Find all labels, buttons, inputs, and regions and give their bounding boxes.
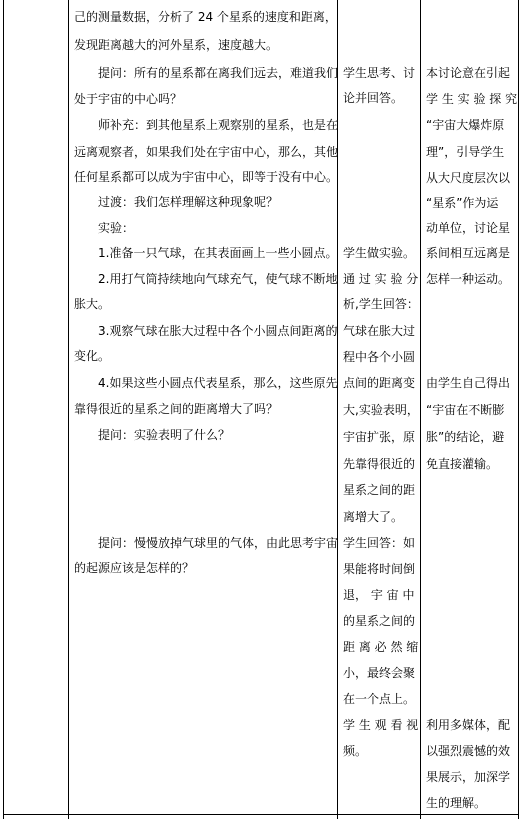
main-line: 变化。 xyxy=(74,349,111,363)
design-line: 理”，引导学生 xyxy=(426,145,505,159)
student-line: 先靠得很近的 xyxy=(343,457,416,471)
student-line: 学生做实验。 xyxy=(343,246,416,260)
design-line: 由学生自己得出 xyxy=(426,376,511,390)
design-line: 利用多媒体，配 xyxy=(426,718,511,732)
student-line: 小，最终会聚 xyxy=(343,666,416,680)
table-border-right xyxy=(518,0,519,819)
main-line: 4.如果这些小圆点代表星系，那么，这些原先 xyxy=(98,376,338,390)
table-divider-1 xyxy=(68,0,69,819)
student-line: 学生思考、讨 xyxy=(343,66,416,80)
student-line: 果能将时间倒 xyxy=(343,562,416,576)
main-line: 靠得很近的星系之间的距离增大了吗？ xyxy=(74,402,279,416)
table-border-bottom xyxy=(3,814,519,815)
main-line: 师补充：到其他星系上观察别的星系，也是在 xyxy=(98,118,339,132)
student-line: 在一个点上。 xyxy=(343,692,416,706)
student-line: 程中各个小圆 xyxy=(343,350,416,364)
design-line: “星系”作为运 xyxy=(426,196,499,210)
main-line: 提问：所有的星系都在离我们远去，难道我们 xyxy=(98,66,339,80)
student-line: 距 离 必 然 缩 xyxy=(343,640,419,654)
student-line: 退， 宇 宙 中 xyxy=(343,588,415,602)
main-line: 远离观察者，如果我们处在宇宙中心，那么，其他 xyxy=(74,145,339,159)
main-line: 3.观察气球在胀大过程中各个小圆点间距离的 xyxy=(98,324,338,338)
student-line: 气球在胀大过 xyxy=(343,324,416,338)
student-line: 学 生 观 看 视 xyxy=(343,718,419,732)
design-line: 果展示，加深学 xyxy=(426,770,511,784)
student-line: 的星系之间的 xyxy=(343,614,416,628)
student-line: 星系之间的距 xyxy=(343,483,416,497)
design-line: 生的理解。 xyxy=(426,796,487,810)
design-line: “宇宙在不断膨 xyxy=(426,403,505,417)
student-line: 离增大了。 xyxy=(343,510,404,524)
main-line: 任何星系都可以成为宇宙中心，即等于没有中心。 xyxy=(74,170,339,184)
main-line: 己的测量数据，分析了 24 个星系的速度和距离， xyxy=(74,10,337,24)
main-line: 2.用打气筒持续地向气球充气，使气球不断地 xyxy=(98,272,338,286)
main-line: 的起源应该是怎样的？ xyxy=(74,561,195,575)
design-line: 怎样一种运动。 xyxy=(426,272,511,286)
student-line: 频。 xyxy=(343,744,368,758)
main-line: 胀大。 xyxy=(74,297,111,311)
design-line: 从大尺度层次以 xyxy=(426,171,511,185)
design-line: 以强烈震憾的效 xyxy=(426,744,511,758)
student-line: 学生回答：如 xyxy=(343,536,416,550)
design-line: 免直接灌输。 xyxy=(426,457,499,471)
main-line: 提问：实验表明了什么？ xyxy=(98,428,231,442)
table-border-left xyxy=(3,0,4,819)
student-line: 论并回答。 xyxy=(343,91,404,105)
table-divider-3 xyxy=(420,0,421,819)
design-line: 本讨论意在引起 xyxy=(426,66,511,80)
main-line: 1.准备一只气球，在其表面画上一些小圆点。 xyxy=(98,246,338,260)
student-line: 通 过 实 验 分 xyxy=(343,272,419,286)
student-line: 析,学生回答： xyxy=(343,297,419,311)
design-line: 动单位，讨论星 xyxy=(426,221,511,235)
main-line: 过渡：我们怎样理解这种现象呢？ xyxy=(98,195,279,209)
student-line: 点间的距离变 xyxy=(343,376,416,390)
main-line: 处于宇宙的中心吗？ xyxy=(74,92,183,106)
design-line: 学 生 实 验 探 究 xyxy=(426,92,518,106)
main-line: 发现距离越大的河外星系，速度越大。 xyxy=(74,38,279,52)
design-line: “宇宙大爆炸原 xyxy=(426,118,505,132)
design-line: 胀”的结论，避 xyxy=(426,430,505,444)
student-line: 宇宙扩张，原 xyxy=(343,430,416,444)
student-line: 大,实验表明， xyxy=(343,403,419,417)
main-line: 实验： xyxy=(98,221,135,235)
design-line: 系间相互远离是 xyxy=(426,246,511,260)
main-line: 提问：慢慢放掉气球里的气体，由此思考宇宙 xyxy=(98,536,339,550)
